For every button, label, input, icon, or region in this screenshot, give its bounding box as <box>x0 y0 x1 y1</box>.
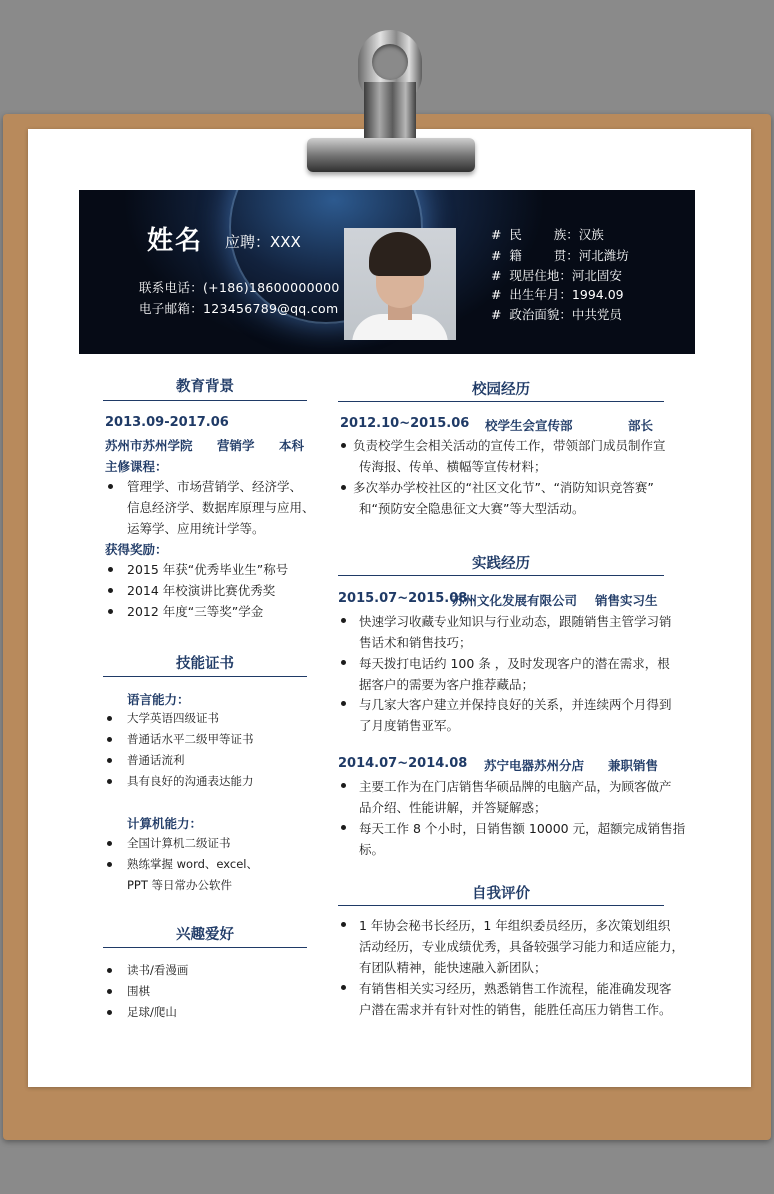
award-item: 2012 年度“三等奖”学金 <box>127 604 264 619</box>
bullet <box>107 1010 112 1015</box>
practice-divider <box>338 575 664 576</box>
bullet <box>108 484 113 489</box>
contact-email: 电子邮箱：123456789@qq.com <box>139 301 339 316</box>
bullet <box>341 618 346 623</box>
info-ethnicity: # 民 族：汉族 <box>491 227 604 242</box>
skill-item: 熟练掌握 word、excel、 <box>127 857 258 871</box>
courses-line: 运筹学、应用统计学等。 <box>127 521 265 536</box>
candidate-name: 姓名 <box>147 226 204 256</box>
hobbies-divider <box>103 947 307 948</box>
self-evaluation-line: 活动经历，专业成绩优秀，具备较强学习能力和适应能力， <box>359 939 685 954</box>
resume-header-banner <box>79 190 695 354</box>
bullet <box>107 716 112 721</box>
job1-date: 2015.07~2015.08 <box>338 591 468 606</box>
self-evaluation-line: 有销售相关实习经历，熟悉销售工作流程，能准确发现客 <box>359 981 672 996</box>
self-evaluation-section-title: 自我评价 <box>472 886 530 902</box>
binder-clip-neck <box>364 82 416 144</box>
skill-item: 大学英语四级证书 <box>127 711 219 725</box>
skill-item: 具有良好的沟通表达能力 <box>127 774 254 788</box>
job1-line: 售话术和销售技巧； <box>359 635 472 650</box>
job2-date: 2014.07~2014.08 <box>338 756 468 771</box>
job2-company: 苏宁电器苏州分店 <box>484 758 585 773</box>
campus-line: 多次举办学校社区的“社区文化节”、“消防知识竞答赛” <box>353 480 654 495</box>
bullet <box>107 862 112 867</box>
skills-section-title: 技能证书 <box>176 656 234 672</box>
bullet <box>341 660 346 665</box>
bullet <box>341 922 346 927</box>
info-political-status: # 政治面貌：中共党员 <box>491 307 622 322</box>
language-skills-label: 语言能力： <box>127 692 190 707</box>
job2-line: 品介绍、性能讲解，并答疑解惑； <box>359 800 547 815</box>
campus-line: 负责校学生会相关活动的宣传工作，带领部门成员制作宣 <box>353 438 666 453</box>
self-evaluation-line: 1 年协会秘书长经历，1 年组织委员经历，多次策划组织 <box>359 918 671 933</box>
bullet <box>341 701 346 706</box>
self-evaluation-line: 有团队精神，能快速融入新团队； <box>359 960 547 975</box>
hobby-item: 读书/看漫画 <box>127 963 189 977</box>
hobby-item: 足球/爬山 <box>127 1005 177 1019</box>
education-divider <box>103 400 307 401</box>
bullet <box>107 841 112 846</box>
computer-skills-label: 计算机能力： <box>127 816 203 831</box>
education-section-title: 教育背景 <box>176 379 234 395</box>
job1-role: 销售实习生 <box>595 593 658 608</box>
bullet <box>108 588 113 593</box>
campus-role: 部长 <box>628 418 654 433</box>
campus-section-title: 校园经历 <box>472 382 530 398</box>
practice-section-title: 实践经历 <box>472 556 530 572</box>
courses-line: 信息经济学、数据库原理与应用、 <box>127 500 315 515</box>
self-evaluation-divider <box>338 905 664 906</box>
skill-item: 普通话水平二级甲等证书 <box>127 732 254 746</box>
campus-line: 传海报、传单、横幅等宣传材料； <box>359 459 547 474</box>
job1-line: 据客户的需要为客户推荐藏品； <box>359 677 535 692</box>
education-school: 苏州市苏州学院 <box>105 438 193 453</box>
education-major: 营销学 <box>217 438 255 453</box>
bullet <box>107 779 112 784</box>
bullet <box>341 783 346 788</box>
bullet <box>341 825 346 830</box>
self-evaluation-line: 户潜在需求并有针对性的销售，能胜任高压力销售工作。 <box>359 1002 672 1017</box>
contact-phone: 联系电话：(+186)18600000000 <box>139 280 340 295</box>
hobbies-section-title: 兴趣爱好 <box>176 927 234 943</box>
bullet <box>107 737 112 742</box>
skills-divider <box>103 676 307 677</box>
skill-item: 全国计算机二级证书 <box>127 836 231 850</box>
job1-line: 与几家大客户建立并保持良好的关系，并连续两个月得到 <box>359 697 672 712</box>
applied-position: 应聘：XXX <box>225 233 301 251</box>
campus-divider <box>338 401 664 402</box>
campus-date: 2012.10~2015.06 <box>340 416 470 431</box>
hobby-item: 围棋 <box>127 984 150 998</box>
award-item: 2014 年校演讲比赛优秀奖 <box>127 583 276 598</box>
info-birth-date: # 出生年月：1994.09 <box>491 287 624 302</box>
bullet <box>341 485 346 490</box>
education-degree: 本科 <box>279 438 305 453</box>
skill-item: PPT 等日常办公软件 <box>127 878 233 892</box>
campus-organization: 校学生会宣传部 <box>485 418 573 433</box>
awards-label: 获得奖励： <box>105 542 168 557</box>
job2-role: 兼职销售 <box>608 758 659 773</box>
job2-line: 每天工作 8 个小时，日销售额 10000 元，超额完成销售指 <box>359 821 686 836</box>
bullet <box>107 968 112 973</box>
bullet <box>108 609 113 614</box>
bullet <box>341 443 346 448</box>
job2-line: 主要工作为在门店销售华硕品牌的电脑产品，为顾客做产 <box>359 779 672 794</box>
courses-line: 管理学、市场营销学、经济学、 <box>127 479 303 494</box>
profile-photo <box>344 228 456 340</box>
job1-line: 每天拨打电话约 100 条 ，及时发现客户的潜在需求，根 <box>359 656 670 671</box>
bullet <box>107 758 112 763</box>
job1-company: 苏州文化发展有限公司 <box>452 593 578 608</box>
bullet <box>341 985 346 990</box>
courses-label: 主修课程： <box>105 459 168 474</box>
campus-line: 和“预防安全隐患征文大赛”等大型活动。 <box>359 501 585 516</box>
education-date: 2013.09-2017.06 <box>105 415 229 430</box>
binder-clip-base <box>307 138 475 172</box>
skill-item: 普通话流利 <box>127 753 185 767</box>
info-residence: # 现居住地：河北固安 <box>491 268 622 283</box>
bullet <box>108 567 113 572</box>
award-item: 2015 年获“优秀毕业生”称号 <box>127 562 289 577</box>
job1-line: 快速学习收藏专业知识与行业动态，跟随销售主管学习销 <box>359 614 672 629</box>
info-hometown: # 籍 贯：河北潍坊 <box>491 248 629 263</box>
bullet <box>107 989 112 994</box>
job2-line: 标。 <box>359 842 385 857</box>
job1-line: 了月度销售亚军。 <box>359 718 460 733</box>
